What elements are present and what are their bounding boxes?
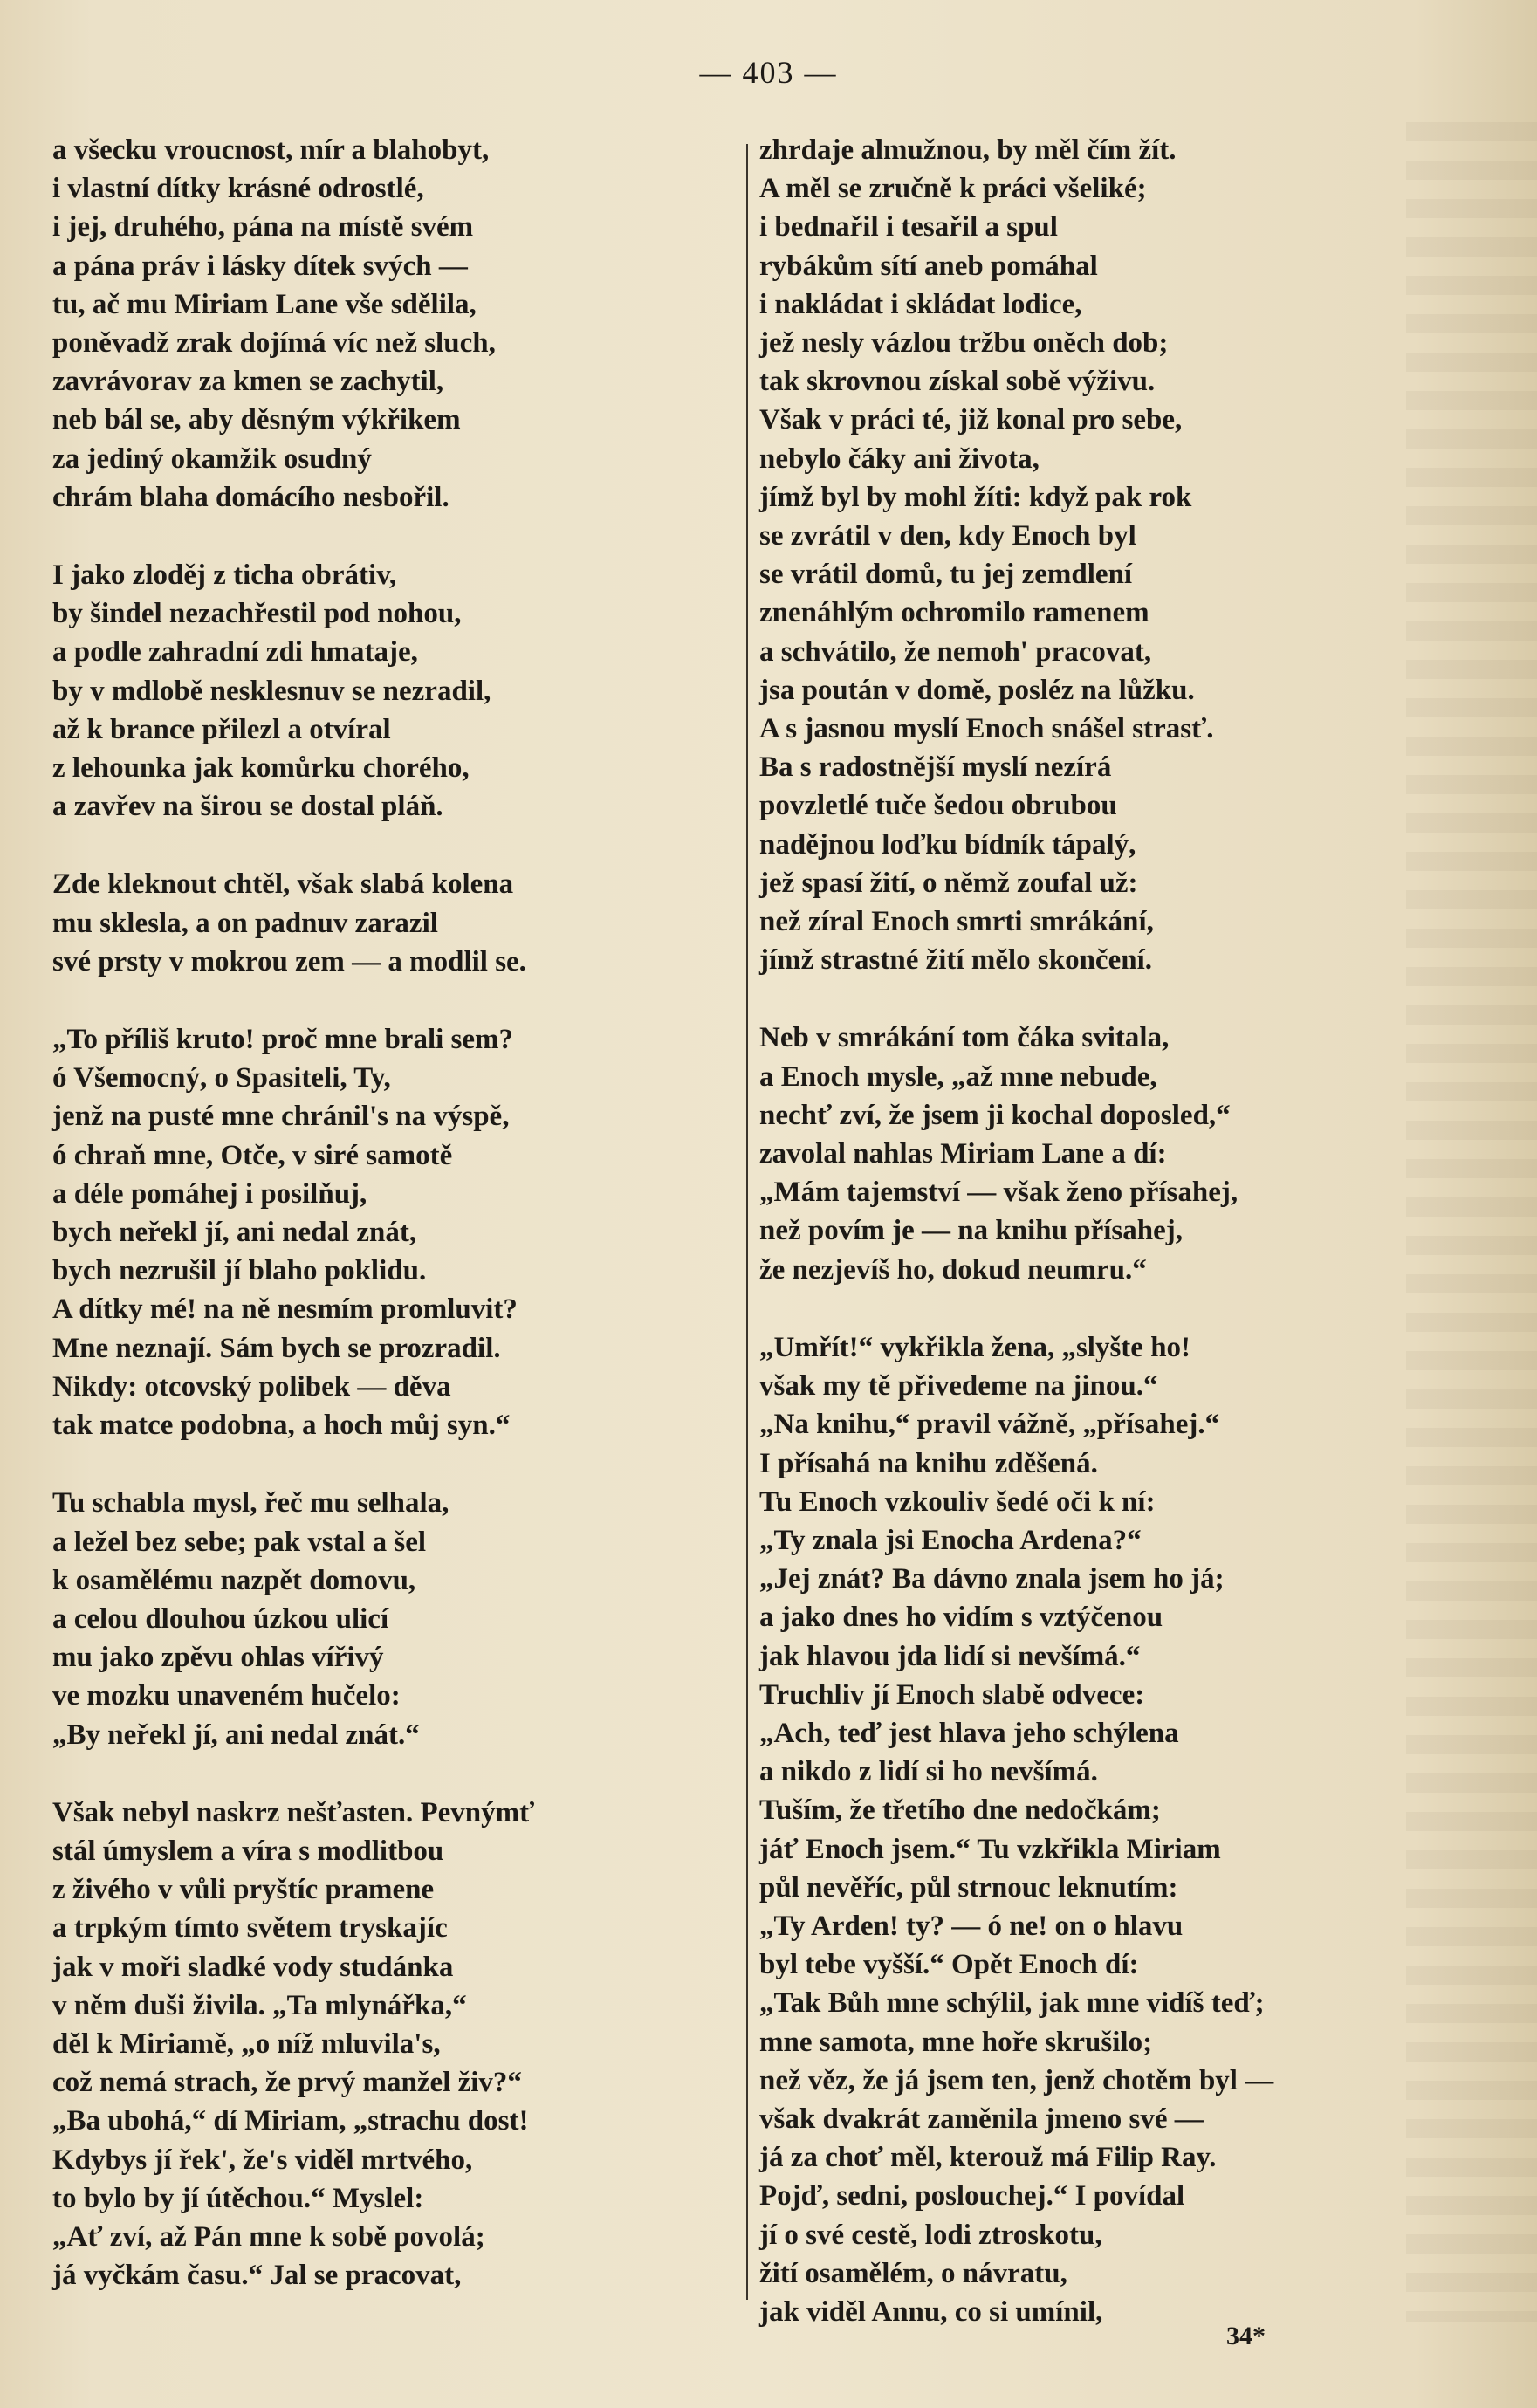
verse-line: „Mám tajemství — však ženo přísahej,: [759, 1177, 1239, 1209]
verse-line: zavolal nahlas Miriam Lane a dí:: [759, 1138, 1167, 1170]
stanza: [52, 1020, 733, 1444]
verse-line: Však nebyl naskrz nešťasten. Pevnýmť: [52, 1796, 535, 1828]
verse-line: Truchliv jí Enoch slabě odvece:: [759, 1678, 1145, 1711]
verse-line: jež spasí žití, o němž zoufal už:: [759, 867, 1138, 899]
verse-line: že nezjevíš ho, dokud neumru.“: [759, 1253, 1147, 1286]
verse-line: byl tebe vyšší.“ Opět Enoch dí:: [759, 1949, 1139, 1981]
verse-line: stál úmyslem a víra s modlitbou: [52, 1835, 444, 1867]
verse-line: „Ty znala jsi Enocha Ardena?“: [759, 1524, 1142, 1556]
page-number: — 403 —: [699, 55, 838, 90]
verse-line: jak hlavou jda lidí si nevšímá.“: [759, 1640, 1141, 1672]
verse-line: „Ba ubohá,“ dí Miriam, „strachu dost!: [52, 2105, 529, 2137]
verse-line: A měl se zručně k práci všeliké;: [759, 173, 1147, 205]
verse-line: zavrávorav za kmen se zachytil,: [52, 366, 444, 398]
verse-line: povzletlé tuče šedou obrubou: [759, 790, 1117, 822]
stanza: [52, 865, 733, 981]
verse-line: by v mdlobě nesklesnuv se nezradil,: [52, 675, 491, 707]
verse-line: mne samota, mne hoře skrušilo;: [759, 2026, 1153, 2058]
stanza: [52, 1794, 733, 2295]
verse-line: tu, ač mu Miriam Lane vše sdělila,: [52, 288, 477, 320]
stanza: [759, 1019, 1458, 1288]
verse-line: nebylo čáky ani života,: [759, 442, 1040, 475]
verse-line: Neb v smrákání tom čáka svitala,: [759, 1022, 1170, 1054]
verse-line: jsa poután v domě, posléz na lůžku.: [759, 674, 1195, 706]
verse-line: „Ať zví, až Pán mne k sobě povolá;: [52, 2220, 485, 2253]
stanza: [759, 131, 1458, 979]
verse-line: a nikdo z lidí si ho nevšímá.: [759, 1756, 1098, 1788]
verse-line: Tuším, že třetího dne nedočkám;: [759, 1794, 1161, 1827]
verse-line: i vlastní dítky krásné odrostlé,: [52, 173, 424, 205]
verse-line: a trpkým tímto světem tryskajíc: [52, 1912, 448, 1945]
verse-line: Mne neznají. Sám bych se prozradil.: [52, 1332, 501, 1364]
stanza: [52, 556, 733, 826]
verse-line: z živého v vůli pryštíc pramene: [52, 1874, 435, 1906]
column-divider: [746, 144, 748, 2300]
verse-line: své prsty v mokrou zem — a modlil se.: [52, 945, 526, 978]
verse-line: nechť zví, že jsem ji kochal doposled,“: [759, 1099, 1231, 1131]
verse-line: neb bál se, aby děsným výkřikem: [52, 404, 461, 436]
verse-line: „Ty Arden! ty? — ó ne! on o hlavu: [759, 1910, 1184, 1942]
verse-line: ó chraň mne, Otče, v siré samotě: [52, 1139, 453, 1171]
verse-line: jáť Enoch jsem.“ Tu vzkřikla Miriam: [759, 1833, 1221, 1865]
verse-line: a déle pomáhej i posilňuj,: [52, 1177, 367, 1210]
verse-line: jímž strastné žití mělo skončení.: [759, 944, 1152, 977]
right-column: [759, 131, 1458, 2370]
verse-line: poněvadž zrak dojímá víc než sluch,: [52, 327, 496, 360]
verse-line: což nemá strach, že prvý manžel živ?“: [52, 2067, 522, 2099]
verse-line: a jako dnes ho vidím s vztýčenou: [759, 1602, 1163, 1634]
verse-line: a Enoch mysle, „až mne nebude,: [759, 1060, 1157, 1093]
verse-line: i bednařil i tesařil a spul: [759, 211, 1058, 244]
verse-line: I jako zloděj z ticha obrátiv,: [52, 559, 397, 592]
verse-line: a ležel bez sebe; pak vstal a šel: [52, 1526, 427, 1558]
verse-line: než zíral Enoch smrti smrákání,: [759, 906, 1154, 938]
verse-line: tak matce podobna, a hoch můj syn.“: [52, 1410, 511, 1442]
verse-line: jí o své cestě, lodi ztroskotu,: [759, 2219, 1102, 2251]
verse-line: a celou dlouhou úzkou ulicí: [52, 1602, 389, 1635]
verse-line: v něm duši živila. „Ta mlynářka,“: [52, 1989, 467, 2021]
verse-line: Zde kleknout chtěl, však slabá kolena: [52, 868, 514, 901]
verse-line: děl k Miriamě, „o níž mluvila's,: [52, 2027, 441, 2060]
verse-line: a schvátilo, že nemoh' pracovat,: [759, 635, 1152, 668]
verse-line: jak viděl Annu, co si umínil,: [759, 2295, 1103, 2328]
verse-line: k osamělému nazpět domovu,: [52, 1564, 416, 1596]
verse-line: z lehounka jak komůrku chorého,: [52, 752, 470, 785]
stanza: [759, 1328, 1458, 2331]
verse-line: a všecku vroucnost, mír a blahobyt,: [52, 134, 490, 166]
verse-line: Pojď, sedni, poslouchej.“ I povídal: [759, 2180, 1185, 2212]
verse-line: to bylo by jí útěchou.“ Myslel:: [52, 2182, 424, 2214]
verse-line: a zavřev na širou se dostal pláň.: [52, 791, 443, 823]
verse-line: se zvrátil v den, kdy Enoch byl: [759, 520, 1136, 552]
verse-line: A dítky mé! na ně nesmím promluvit?: [52, 1293, 518, 1326]
verse-line: jak v moři sladké vody studánka: [52, 1951, 454, 1983]
verse-line: „To příliš kruto! proč mne brali sem?: [52, 1024, 514, 1056]
verse-line: by šindel nezachřestil pod nohou,: [52, 598, 462, 630]
verse-line: „By neřekl jí, ani nedal znát.“: [52, 1719, 420, 1751]
verse-line: A s jasnou myslí Enoch snášel strasť.: [759, 713, 1214, 745]
verse-line: mu sklesla, a on padnuv zarazil: [52, 907, 438, 939]
verse-line: až k brance přilezl a otvíral: [52, 713, 391, 745]
verse-line: zhrdaje almužnou, by měl čím žít.: [759, 134, 1177, 166]
verse-line: bych neřekl jí, ani nedal znát,: [52, 1217, 417, 1249]
verse-line: a pána práv i lásky dítek svých —: [52, 250, 468, 282]
verse-line: chrám blaha domácího nesbořil.: [52, 481, 449, 513]
verse-line: jenž na pusté mne chránil's na výspě,: [52, 1101, 510, 1133]
verse-line: tak skrovnou získal sobě výživu.: [759, 366, 1156, 398]
left-column: [52, 131, 733, 2334]
stanza: [52, 131, 733, 517]
verse-line: Kdybys jí řek', že's viděl mrtvého,: [52, 2144, 473, 2176]
verse-line: „Tak Bůh mne schýlil, jak mne vidíš teď;: [759, 1987, 1265, 2020]
verse-line: Tu Enoch vzkouliv šedé oči k ní:: [759, 1485, 1156, 1518]
verse-line: jež nesly vázlou tržbu oněch dob;: [759, 327, 1169, 360]
printer-signature: 34*: [1226, 2322, 1266, 2350]
stanza: [52, 1484, 733, 1753]
verse-line: Tu schabla mysl, řeč mu selhala,: [52, 1487, 449, 1520]
verse-line: jímž byl by mohl žíti: když pak rok: [759, 481, 1192, 513]
verse-line: za jediný okamžik osudný: [52, 442, 372, 475]
verse-line: „Ach, teď jest hlava jeho schýlena: [759, 1717, 1179, 1749]
verse-line: než povím je — na knihu přísahej,: [759, 1215, 1183, 1247]
verse-line: „Umřít!“ vykřikla žena, „slyšte ho!: [759, 1331, 1191, 1363]
verse-line: bych nezrušil jí blaho poklidu.: [52, 1255, 427, 1287]
verse-line: já za choť měl, kterouž má Filip Ray.: [759, 2142, 1217, 2174]
verse-line: i jej, druhého, pána na místě svém: [52, 211, 474, 244]
verse-line: však dvakrát zaměnila jmeno své —: [759, 2103, 1204, 2135]
verse-line: nadějnou loďku bídník tápalý,: [759, 828, 1136, 861]
verse-line: a podle zahradní zdi hmataje,: [52, 636, 418, 669]
verse-line: Ba s radostnější myslí nezírá: [759, 751, 1112, 784]
verse-line: se vrátil domů, tu jej zemdlení: [759, 559, 1133, 591]
verse-line: I přísahá na knihu zděšená.: [759, 1447, 1098, 1479]
verse-line: „Na knihu,“ pravil vážně, „přísahej.“: [759, 1409, 1220, 1441]
verse-line: mu jako zpěvu ohlas vířivý: [52, 1642, 384, 1674]
verse-line: než věz, že já jsem ten, jenž chotěm byl —: [759, 2064, 1274, 2096]
verse-line: žití osamělém, o návratu,: [759, 2257, 1067, 2289]
verse-line: ó Všemocný, o Spasiteli, Ty,: [52, 1062, 391, 1094]
verse-line: i nakládat i skládat lodice,: [759, 288, 1082, 320]
verse-line: „Jej znát? Ba dávno znala jsem ho já;: [759, 1563, 1225, 1595]
verse-line: znenáhlým ochromilo ramenem: [759, 597, 1149, 629]
verse-line: rybákům sítí aneb pomáhal: [759, 250, 1098, 282]
verse-line: půl nevěříc, půl strnouc leknutím:: [759, 1871, 1178, 1904]
verse-line: však my tě přivedeme na jinou.“: [759, 1370, 1158, 1403]
verse-line: já vyčkám času.“ Jal se pracovat,: [52, 2260, 462, 2292]
verse-line: ve mozku unaveném hučelo:: [52, 1680, 401, 1712]
verse-line: Však v práci té, již konal pro sebe,: [759, 404, 1183, 436]
verse-line: Nikdy: otcovský polibek — děva: [52, 1370, 451, 1403]
